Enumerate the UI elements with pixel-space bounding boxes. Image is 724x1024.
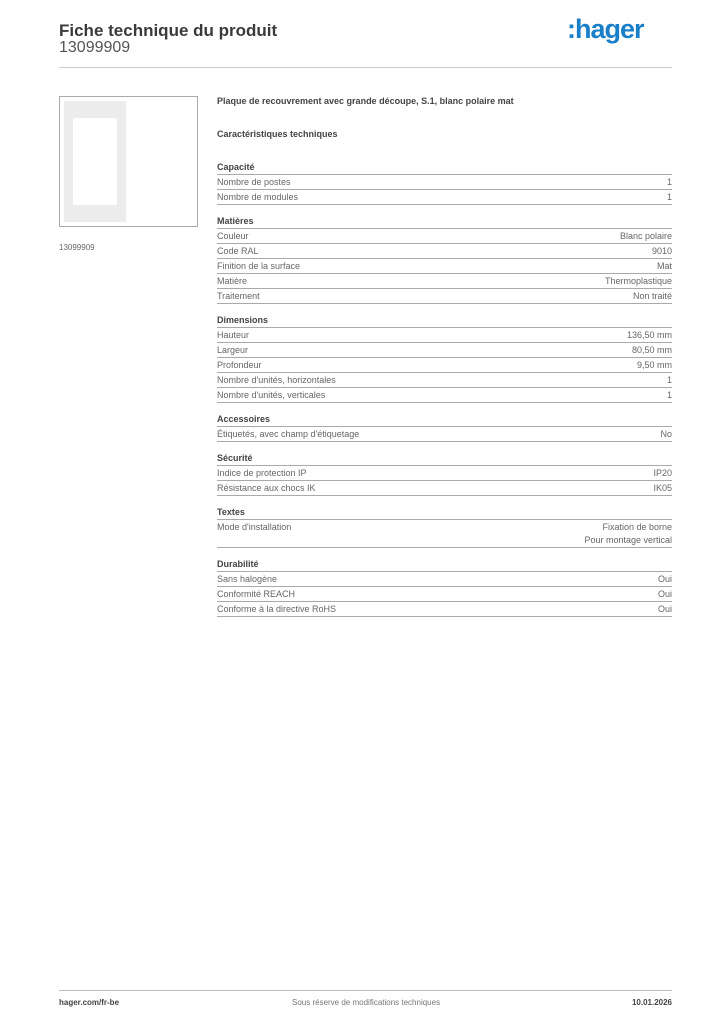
image-caption: 13099909 <box>59 243 95 252</box>
spec-value: 1 <box>666 192 672 202</box>
footer-divider <box>59 990 672 991</box>
spec-row <box>217 358 672 373</box>
spec-value: No <box>660 429 672 439</box>
spec-value: Non traité <box>632 291 672 301</box>
spec-row <box>217 587 672 602</box>
footer-notice: Sous réserve de modifications techniques <box>292 998 441 1007</box>
spec-row <box>217 244 672 259</box>
section-title: Durabilité <box>217 558 672 572</box>
product-number: 13099909 <box>59 39 131 56</box>
spec-value: 1 <box>666 375 672 385</box>
spec-row <box>217 328 672 343</box>
spec-value: Thermoplastique <box>604 276 672 286</box>
section-title: Textes <box>217 506 672 520</box>
spec-row <box>217 190 672 205</box>
spec-value: 80,50 mm <box>631 345 672 355</box>
spec-row <box>217 274 672 289</box>
spec-value: Oui <box>657 604 672 614</box>
spec-value: IK05 <box>653 483 672 493</box>
spec-label: Hauteur <box>217 330 250 340</box>
spec-row <box>217 373 672 388</box>
spec-section <box>217 314 672 403</box>
hager-logo: :hager <box>567 14 644 44</box>
spec-label: Nombre de postes <box>217 177 291 187</box>
spec-section <box>217 452 672 496</box>
product-image <box>59 96 198 227</box>
spec-row <box>217 229 672 244</box>
spec-label: Indice de protection IP <box>217 468 307 478</box>
spec-row <box>217 466 672 481</box>
spec-section <box>217 161 672 205</box>
spec-row <box>217 602 672 617</box>
spec-value: IP20 <box>653 468 672 478</box>
spec-section <box>217 413 672 442</box>
header-divider <box>59 67 672 68</box>
spec-value: Oui <box>657 574 672 584</box>
spec-value: 1 <box>666 177 672 187</box>
spec-section <box>217 215 672 304</box>
spec-label: Couleur <box>217 231 249 241</box>
spec-label: Étiquetés, avec champ d'étiquetage <box>217 429 360 439</box>
spec-value: Blanc polaire <box>619 231 672 241</box>
characteristics-sections <box>217 161 672 617</box>
spec-row <box>217 259 672 274</box>
spec-row <box>217 572 672 587</box>
spec-row <box>217 289 672 304</box>
spec-section <box>217 558 672 617</box>
spec-label: Conforme à la directive RoHS <box>217 604 337 614</box>
spec-label: Matière <box>217 276 248 286</box>
spec-row <box>217 343 672 358</box>
spec-row <box>217 481 672 496</box>
footer-website[interactable]: hager.com/fr-be <box>59 998 120 1007</box>
spec-label: Nombre de modules <box>217 192 299 202</box>
page-title: Fiche technique du produit <box>59 21 278 40</box>
spec-label: Profondeur <box>217 360 262 370</box>
spec-row <box>217 388 672 403</box>
spec-section <box>217 506 672 548</box>
section-title: Dimensions <box>217 314 672 328</box>
product-details <box>217 94 672 627</box>
spec-label: Résistance aux chocs IK <box>217 483 316 493</box>
spec-value: 136,50 mm <box>626 330 672 340</box>
spec-label: Traitement <box>217 291 260 301</box>
spec-label: Nombre d'unités, verticales <box>217 390 326 400</box>
section-title: Capacité <box>217 161 672 175</box>
spec-value: 1 <box>666 390 672 400</box>
spec-label: Nombre d'unités, horizontales <box>217 375 336 385</box>
spec-value: Mat <box>656 261 672 271</box>
spec-row <box>217 427 672 442</box>
spec-value: 9,50 mm <box>636 360 672 370</box>
spec-label: Finition de la surface <box>217 261 301 271</box>
spec-label: Conformité REACH <box>217 589 296 599</box>
characteristics-title: Caractéristiques techniques <box>217 129 338 139</box>
spec-value: 9010 <box>651 246 672 256</box>
product-description: Plaque de recouvrement avec grande découpe, S.1, blanc polaire mat <box>217 96 514 106</box>
footer-date: 10.01.2026 <box>631 998 672 1007</box>
spec-value: Fixation de borne Pour montage vertical <box>584 522 672 545</box>
spec-label: Code RAL <box>217 246 259 256</box>
spec-row <box>217 520 672 548</box>
section-title: Accessoires <box>217 413 672 427</box>
spec-label: Largeur <box>217 345 249 355</box>
cover-plate-image <box>64 101 126 222</box>
section-title: Matières <box>217 215 672 229</box>
spec-row <box>217 175 672 190</box>
spec-label: Sans halogène <box>217 574 278 584</box>
spec-label: Mode d'installation <box>217 522 292 532</box>
section-title: Sécurité <box>217 452 672 466</box>
spec-value: Oui <box>657 589 672 599</box>
